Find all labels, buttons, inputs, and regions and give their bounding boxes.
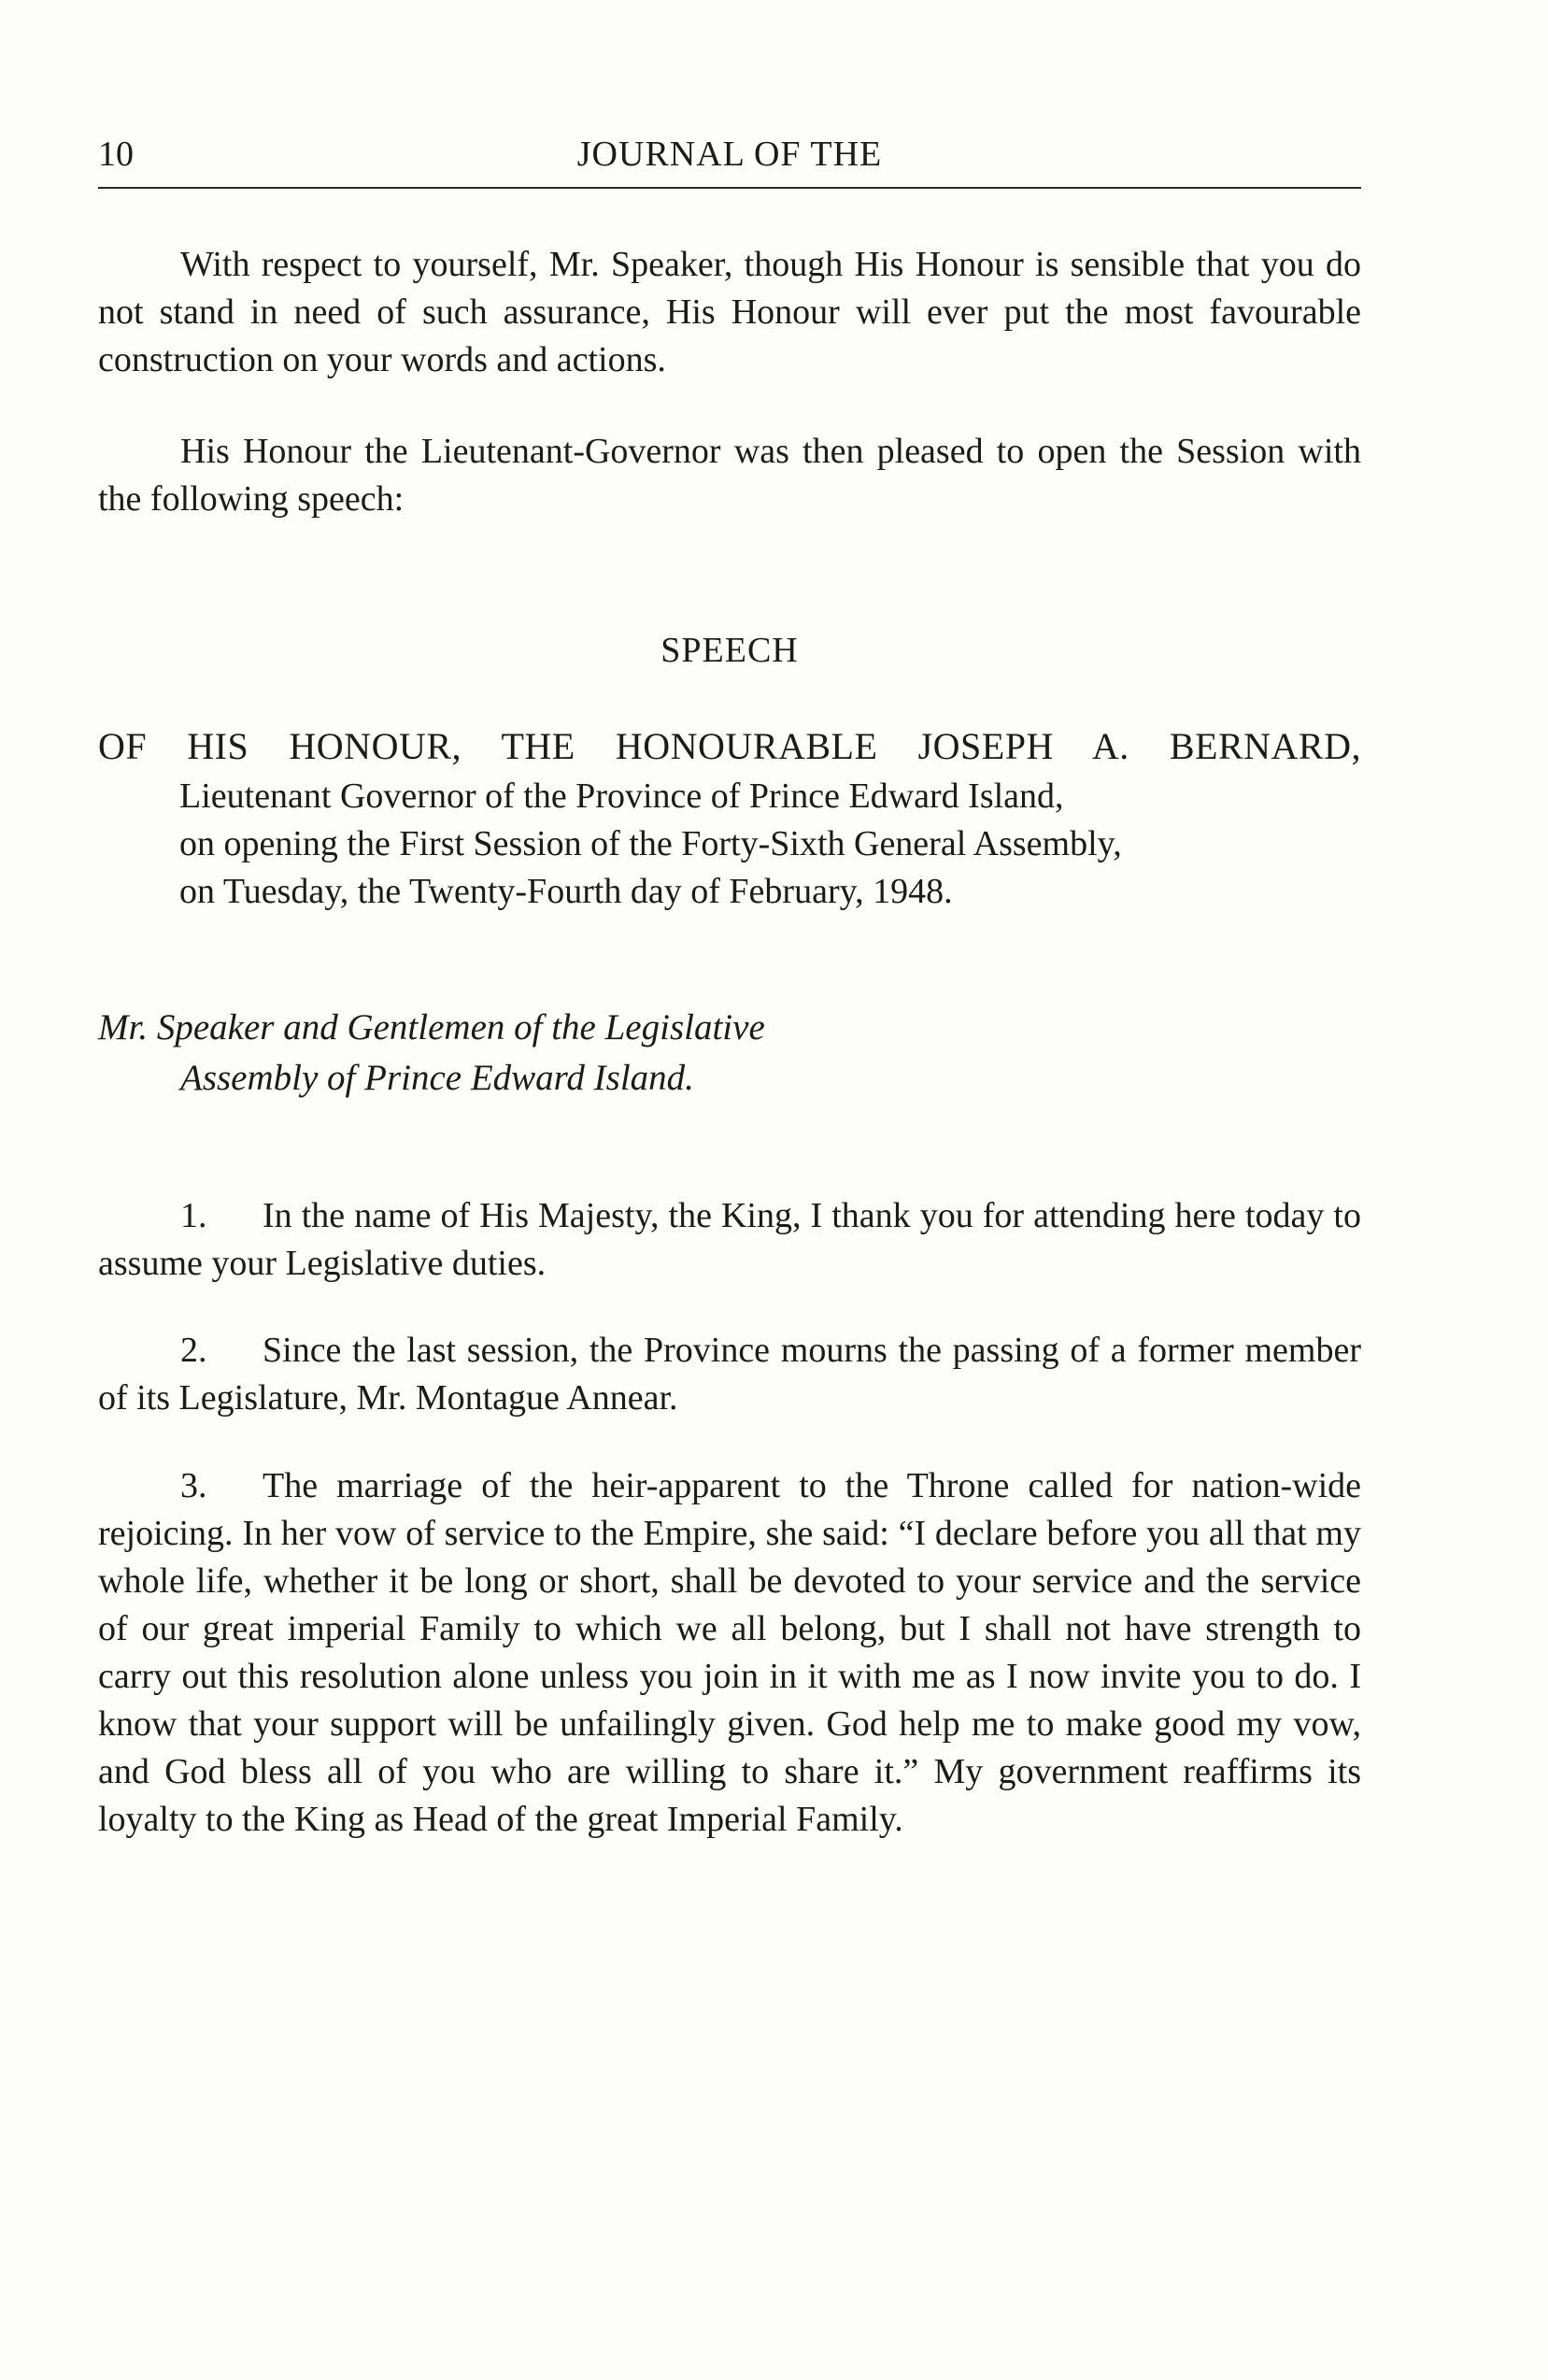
item-text: In the name of His Majesty, the King, I thank you for attending here today to assume your Legislative duties. — [98, 1196, 1361, 1283]
speech-subheading — [179, 773, 1361, 916]
item-number: 3. — [180, 1466, 207, 1505]
paragraph-speaker-reply: With respect to yourself, Mr. Speaker, though His Honour is sensible that you do not stand in need of such assurance, His Honour will ever put the most favourable construction on your words and actions. — [98, 245, 1361, 379]
subheading-line: on Tuesday, the Twenty-Fourth day of February, 1948. — [179, 872, 953, 911]
header-rule — [98, 187, 1361, 189]
speech-item-2 — [98, 1327, 1361, 1422]
item-text: Since the last session, the Province mourns the passing of a former member of its Legislature, Mr. Montague Annear. — [98, 1331, 1361, 1418]
speech-item-1 — [98, 1192, 1361, 1288]
speech-title: SPEECH — [660, 631, 799, 670]
salutation-line: Mr. Speaker and Gentlemen of the Legislative — [98, 1007, 765, 1047]
salutation-line: Assembly of Prince Edward Island. — [180, 1058, 694, 1098]
item-number: 2. — [180, 1331, 207, 1370]
subheading-line: on opening the First Session of the Forty-Sixth General Assembly, — [179, 824, 1122, 863]
speech-heading: OF HIS HONOUR, THE HONOURABLE JOSEPH A. BERNARD, — [98, 725, 1361, 767]
paragraph-opening: His Honour the Lieutenant-Governor was then pleased to open the Session with the following speech: — [98, 432, 1361, 519]
salutation — [98, 1003, 1361, 1104]
item-text: The marriage of the heir-apparent to the Throne called for nation-wide rejoicing. In her vow of service to the Empire, she said: “I declare before you all that my whole life, whether it be long or short, shall be devoted to your service and the service of our great imperial Family to which we all belong, but I shall not have strength to carry out this resolution alone unless you join in it with me as I now invite you to do. I know that your support will be unfailingly given. God help me to make good my vow, and God bless all of you who are willing to share it.” My government reaffirms its loyalty to the King as Head of the great Imperial Family. — [98, 1466, 1361, 1839]
page-number: 10 — [98, 135, 134, 174]
running-title: JOURNAL OF THE — [576, 135, 883, 174]
item-number: 1. — [180, 1196, 207, 1235]
subheading-line: Lieutenant Governor of the Province of Prince Edward Island, — [179, 777, 1064, 816]
page-header — [98, 134, 1361, 186]
speech-item-3 — [98, 1462, 1361, 1844]
